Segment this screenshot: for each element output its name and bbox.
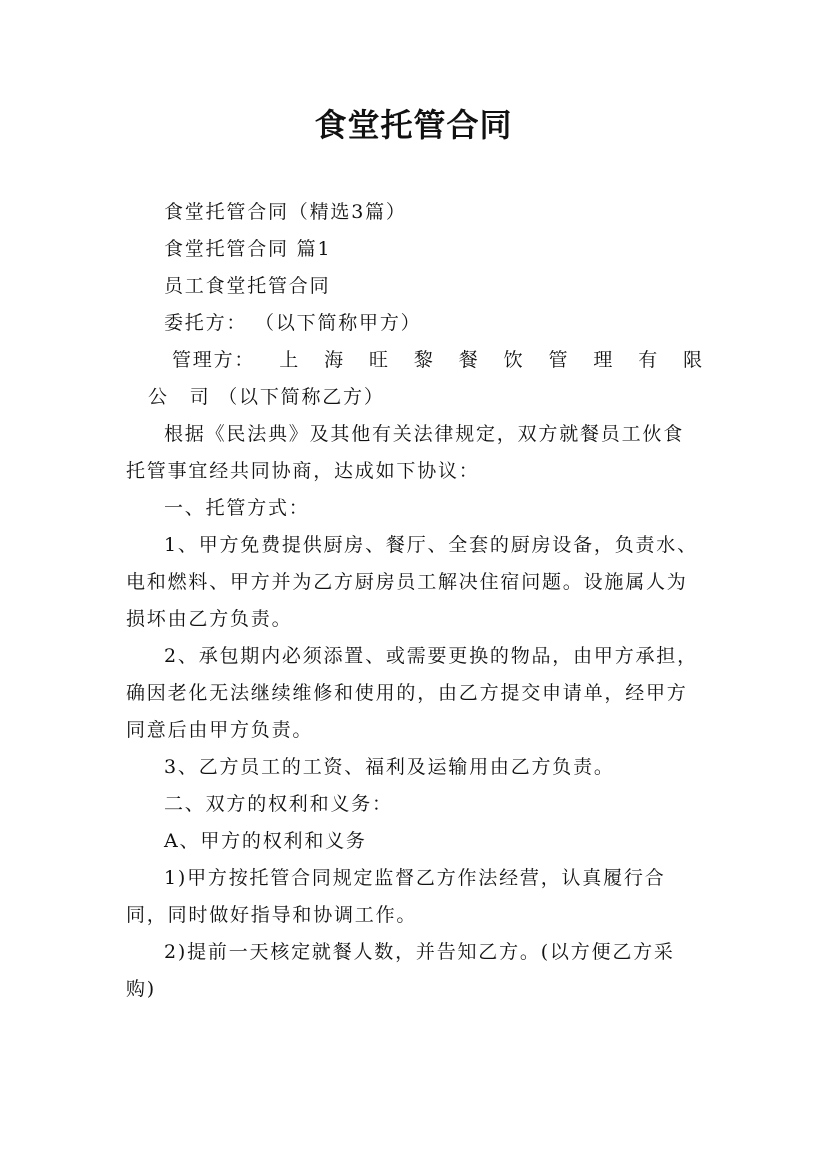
paragraph-item-2: 2)提前一天核定就餐人数，并告知乙方。(以方便乙方采购)	[126, 941, 675, 1000]
document-body	[126, 194, 704, 1008]
paragraph-preamble: 根据《民法典》及其他有关法律规定，双方就餐员工伙食托管事宜经共同协商，达成如下协议：	[126, 423, 685, 482]
paragraph-contract-name: 员工食堂托管合同	[164, 275, 331, 297]
company-char: 管	[548, 349, 570, 371]
paragraph-client: 委托方： （以下简称甲方）	[164, 312, 422, 334]
company-char: 黎	[413, 349, 435, 371]
paragraph-heading-1: 一、托管方式：	[164, 497, 310, 519]
paragraph-clause-3: 3、乙方员工的工资、福利及运输用由乙方负责。	[164, 756, 615, 778]
paragraph-subtitle: 食堂托管合同（精选3篇）	[164, 201, 407, 223]
company-char: 限	[683, 349, 704, 371]
company-char: 海	[324, 349, 345, 371]
company-char: 理	[593, 349, 615, 371]
company-char: 餐	[458, 349, 480, 371]
company-char: 旺	[369, 349, 390, 371]
manager-label: 管理方：	[172, 349, 256, 371]
paragraph-heading-2: 二、双方的权利和义务：	[164, 793, 393, 815]
paragraph-section-heading: 食堂托管合同 篇1	[164, 238, 332, 260]
paragraph-clause-1: 1、甲方免费提供厨房、餐厅、全套的厨房设备，负责水、电和燃料、甲方并为乙方厨房员工解决住宿问题。设施属人为损坏由乙方负责。	[126, 534, 698, 630]
manager-line-continued: 公 司 （以下简称乙方）	[148, 386, 385, 408]
document-title: 食堂托管合同	[314, 106, 513, 144]
paragraph-subheading-a: A、甲方的权利和义务	[164, 830, 367, 852]
company-char: 有	[638, 349, 660, 371]
paragraph-clause-2: 2、承包期内必须添置、或需要更换的物品，由甲方承担，确因老化无法继续维修和使用的，由乙方提交申请单，经甲方同意后由甲方负责。	[126, 645, 698, 741]
company-char: 上	[279, 349, 301, 371]
company-char: 饮	[503, 349, 525, 371]
manager-line	[126, 342, 704, 379]
paragraph-item-1: 1)甲方按托管合同规定监督乙方作法经营，认真履行合同，同时做好指导和协调工作。	[126, 867, 666, 926]
